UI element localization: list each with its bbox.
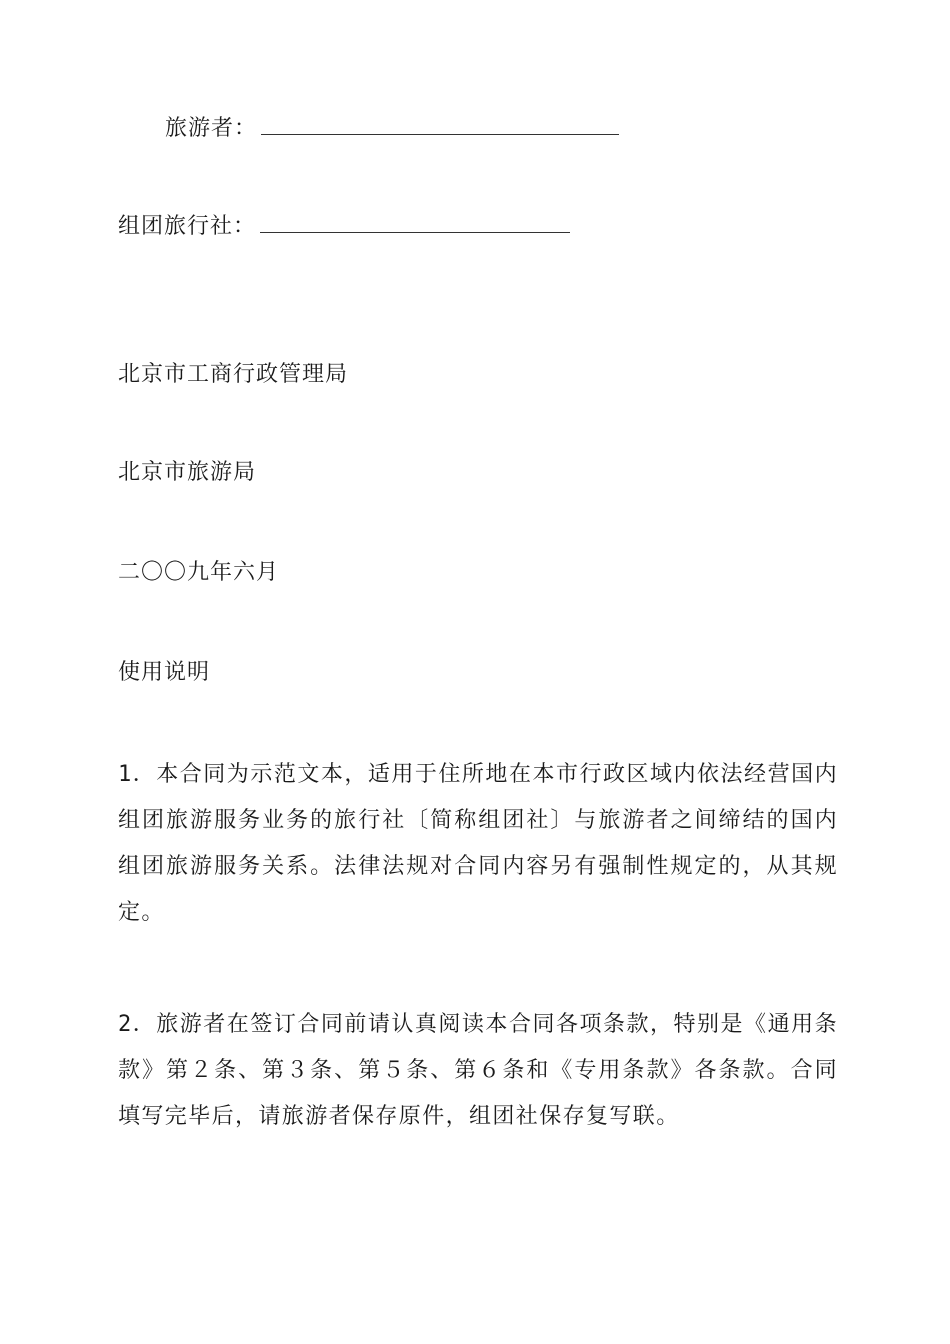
issue-date: 二〇〇九年六月 (118, 560, 280, 585)
instruction-item-1: 1．本合同为示范文本，适用于住所地在本市行政区域内依法经营国内组团旅游服务业务的旅行社〔简称组团社〕与旅游者之间缔结的国内组团旅游服务关系。法律法规对合同内容另有强制性规定的，从其规定。 (118, 762, 838, 925)
instruction-item-2: 2．旅游者在签订合同前请认真阅读本合同各项条款，特别是《通用条款》第２条、第３条、第５条、第６条和《专用条款》各条款。合同填写完毕后，请旅游者保存原件，组团社保存复写联。 (118, 1012, 838, 1129)
traveler-blank[interactable] (261, 112, 619, 135)
issuer-line-1: 北京市工商行政管理局 (118, 362, 349, 387)
issuer-line-2: 北京市旅游局 (118, 460, 257, 485)
traveler-field-row (165, 112, 619, 144)
agency-label: 组团旅行社： (118, 214, 257, 239)
agency-blank[interactable] (260, 210, 570, 233)
instructions-heading: 使用说明 (118, 660, 211, 685)
traveler-label: 旅游者： (165, 116, 258, 141)
agency-field-row (118, 210, 570, 242)
